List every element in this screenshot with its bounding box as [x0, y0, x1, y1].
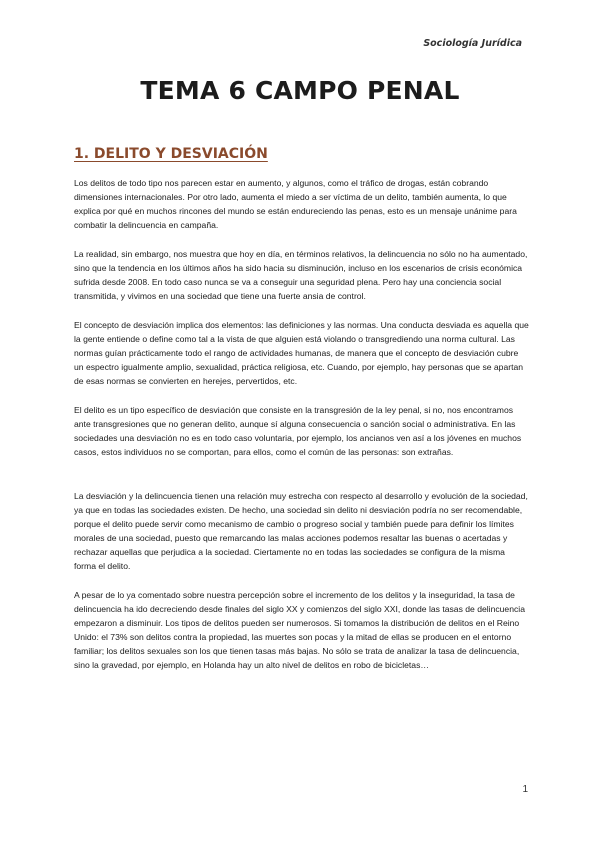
running-header: Sociología Jurídica — [423, 38, 522, 49]
paragraph: El concepto de desviación implica dos elementos: las definiciones y las normas. Una conducta desviada es aquella que la gente entiende o define como tal a la vista de que alguien está violando o transgrediendo una norma cultural. Las normas guían prácticamente todo el rango de actividades humanas, de manera que el concepto de desviación cubre un espectro igualmente amplio, sexualidad, práctica religiosa, etc. Cuando, por ejemplo, hay personas que se apartan de esas normas se convierten en herejes, pervertidos, etc. — [74, 320, 529, 386]
paragraph: La realidad, sin embargo, nos muestra que hoy en día, en términos relativos, la delincuencia no sólo no ha aumentado, sino que la tendencia en los últimos años ha sido hacia su disminución, incluso en los escenarios de crisis económica sufrida desde 2008. En todo caso nunca se va a conseguir una seguridad plena. Pero hay una conciencia social transmitida, y vivimos en una sociedad que tiene una fuerte ansia de control. — [74, 249, 528, 301]
page-number: 1 — [522, 784, 528, 795]
paragraph: La desviación y la delincuencia tienen una relación muy estrecha con respecto al desarrollo y evolución de la sociedad, ya que en todas las sociedades existen. De hecho, una sociedad sin delito ni desviación podría no ser recomendable, porque el delito puede servir como mecanismo de cambio o progreso social y también puede para definir los límites morales de una sociedad, puesto que remarcando las malas acciones podemos resaltar las buenas o acertadas y rechazar aquellas que perjudica a la sociedad. Ciertamente no en todas las sociedades se configura de la misma forma el delito. — [74, 491, 528, 571]
body-text — [74, 176, 529, 687]
paragraph: Los delitos de todo tipo nos parecen estar en aumento, y algunos, como el tráfico de drogas, están cobrando dimensiones internacionales. Por otro lado, aumenta el miedo a ser víctima de un delito, también aumenta, lo que explica por qué en muchos rincones del mundo se están endureciendo las penas, esto es un mensaje unánime para combatir la delincuencia en campaña. — [74, 178, 517, 230]
paragraph: El delito es un tipo específico de desviación que consiste en la transgresión de la ley penal, si no, nos encontramos ante transgresiones que no generan delito, aunque sí alguna consecuencia o sanción social o administrativa. En las sociedades una desviación no es en todo caso voluntaria, por ejemplo, los ancianos ven así a los jóvenes en muchos casos, estos individuos no se comportan, para ellos, como el común de las personas: son extrañas. — [74, 405, 522, 457]
page-title: TEMA 6 CAMPO PENAL — [140, 76, 460, 105]
paragraph: A pesar de lo ya comentado sobre nuestra percepción sobre el incremento de los delitos y la inseguridad, la tasa de delincuencia ha ido decreciendo desde finales del siglo XX y comienzos del siglo XXI, donde las tasas de delincuencia empezaron a disminuir. Los tipos de delitos pueden ser numerosos. Si tomamos la distribución de delitos en el Reino Unido: el 73% son delitos contra la propiedad, las muertes son pocas y la mitad de ellas se producen en el entorno familiar; los delitos sexuales son los que tienen tasas más bajas. No sólo se trata de analizar la tasa de delincuencia, sino la gravedad, por ejemplo, en Holanda hay un alto nivel de delitos en robo de bicicletas… — [74, 590, 525, 670]
section-heading: 1. DELITO Y DESVIACIÓN — [74, 146, 268, 162]
